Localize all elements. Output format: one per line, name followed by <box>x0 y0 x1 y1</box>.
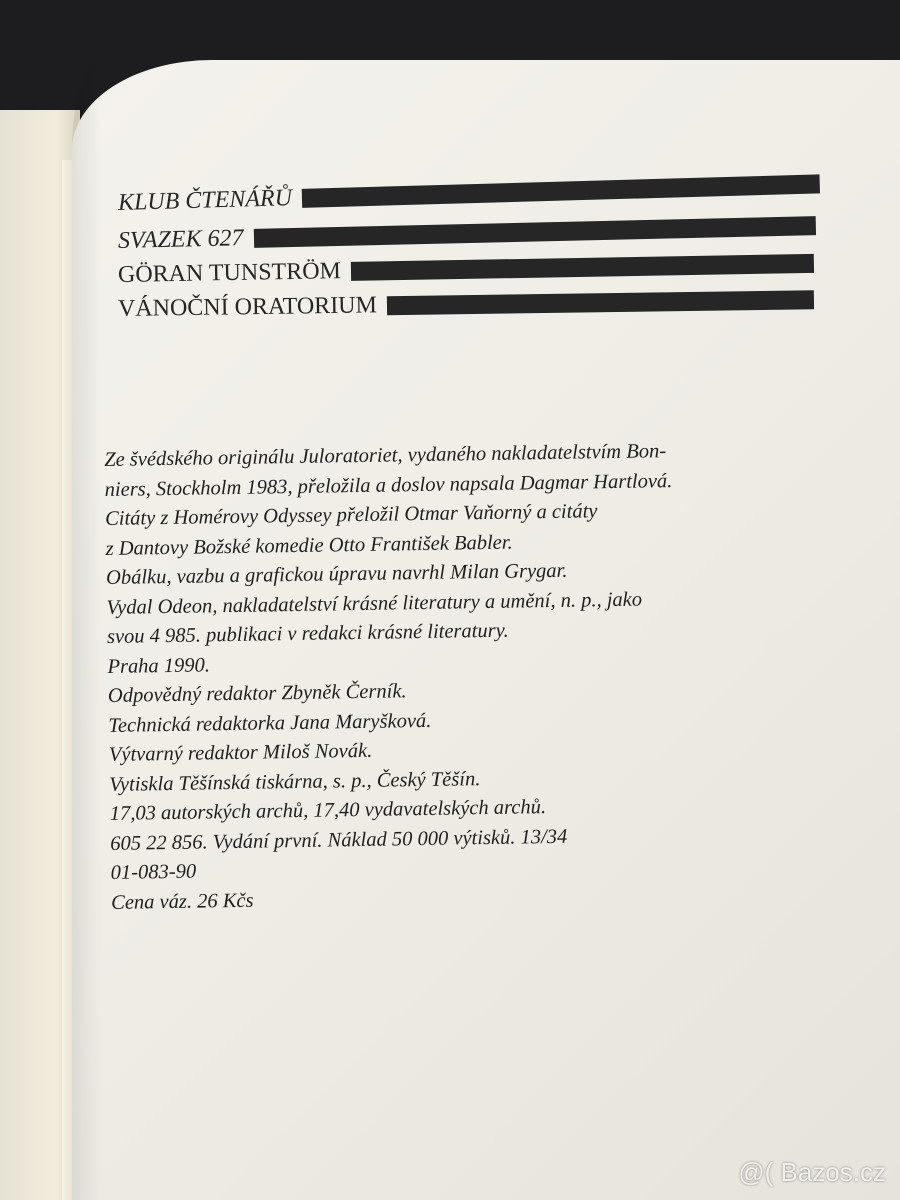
header-bar <box>387 290 814 315</box>
colophon-line: 605 22 856. Vydání první. Náklad 50 000 výtisků. 13/34 <box>110 825 568 855</box>
colophon-line: 17,03 autorských archů, 17,40 vydavatelských archů. <box>109 796 547 825</box>
colophon-line: 01-083-90 <box>110 860 197 884</box>
header-series-text: KLUB ČTENÁŘŮ <box>117 184 293 216</box>
colophon-line: Vytiskla Těšínská tiskárna, s. p., Český Těšín. <box>109 767 481 796</box>
header-bar <box>351 253 814 280</box>
colophon-line: Výtvarný redaktor Miloš Novák. <box>108 739 373 766</box>
header-volume-text: SVAZEK 627 <box>117 224 244 254</box>
colophon-line: Technická redaktorka Jana Maryšková. <box>108 709 432 737</box>
colophon-line: Praha 1990. <box>107 653 211 678</box>
colophon-line: Obálku, vazbu a grafickou úpravu navrhl Milan Grygar. <box>105 559 568 589</box>
colophon <box>104 435 831 918</box>
colophon-line: svou 4 985. publikaci v redakci krásné literatury. <box>106 619 509 648</box>
colophon-line: z Dantovy Božské komedie Otto František Babler. <box>105 531 513 560</box>
colophon-line: niers, Stockholm 1983, přeložila a doslov napsala Dagmar Hartlová. <box>104 469 673 501</box>
colophon-line: Vydal Odeon, nakladatelství krásné literatury a umění, n. p., jako <box>106 588 643 619</box>
header-author-text: GÖRAN TUNSTRÖM <box>117 257 342 288</box>
header-title-text: VÁNOČNÍ ORATORIUM <box>117 291 378 322</box>
colophon-line: Odpovědný redaktor Zbyněk Černík. <box>107 680 407 707</box>
colophon-line: Citáty z Homérovy Odyssey přeložil Otmar Vaňorný a citáty <box>104 500 598 530</box>
header-bar <box>253 216 816 248</box>
header-bar <box>302 174 820 207</box>
colophon-line: Cena váz. 26 Kčs <box>110 889 254 914</box>
page-gutter-shadow <box>72 60 102 1200</box>
watermark: @( Bazos.cz <box>738 1157 886 1187</box>
colophon-line: Ze švédského originálu Juloratoriet, vydaného nakladatelstvím Bon- <box>104 440 667 471</box>
